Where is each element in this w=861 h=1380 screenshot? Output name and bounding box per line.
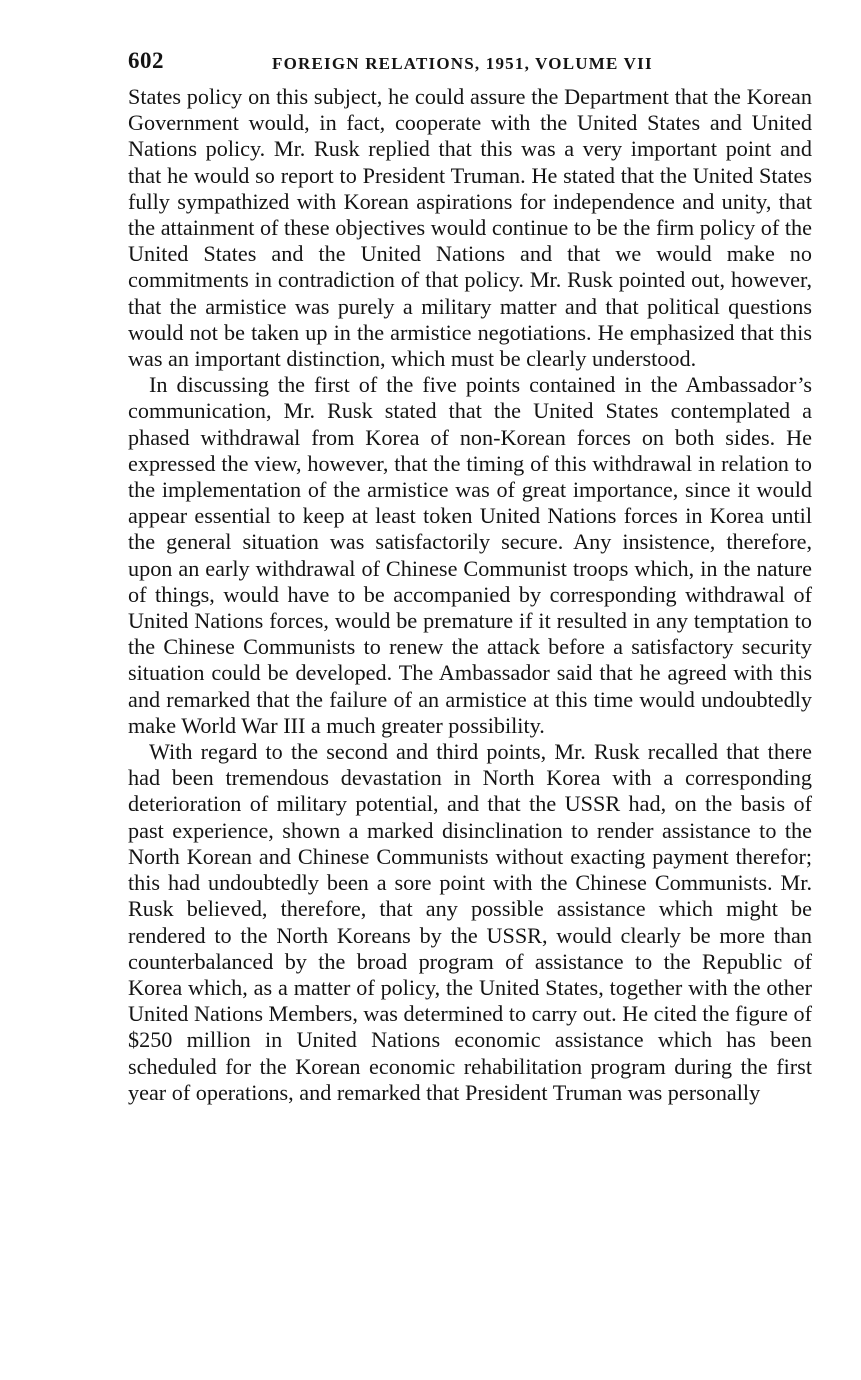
paragraph-first-point: In discussing the first of the five points contained in the Ambassador’s communication, Mr. Rusk stated that the United States contemplated a phased withdrawal from Korea of non-Korean forces on both sides. He expressed the view, however, that the timing of this withdrawal in relation to the implementation of the armistice was of great importance, since it would appear essential to keep at least token United Nations forces in Korea until the general situation was satisfactorily secure. Any insistence, therefore, upon an early withdrawal of Chinese Communist troops which, in the nature of things, would have to be accompanied by corresponding withdrawal of United Nations forces, would be premature if it resulted in any temptation to the Chinese Communists to renew the attack before a satisfactory security situation could be developed. The Ambassador said that he agreed with this and remarked that the failure of an armistice at this time would undoubtedly make World War III a much greater possibility. <box>128 372 812 738</box>
body-text <box>128 84 812 1106</box>
paragraph-continued: States policy on this subject, he could assure the Department that the Korean Government would, in fact, cooperate with the United States and United Nations policy. Mr. Rusk replied that this was a very important point and that he would so report to President Truman. He stated that the United States fully sympathized with Korean aspirations for independence and unity, that the attainment of these objectives would continue to be the firm policy of the United States and the United Nations and that we would make no commitments in contradiction of that policy. Mr. Rusk pointed out, however, that the armistice was purely a military matter and that political questions would not be taken up in the armistice negotiations. He emphasized that this was an important distinction, which must be clearly understood. <box>128 84 812 372</box>
document-page <box>128 40 812 1106</box>
running-title: FOREIGN RELATIONS, 1951, VOLUME VII <box>272 54 653 73</box>
paragraph-second-third-points: With regard to the second and third points, Mr. Rusk recalled that there had been tremendous devastation in North Korea with a corresponding deterioration of military potential, and that the USSR had, on the basis of past experience, shown a marked disinclination to render assistance to the North Korean and Chinese Communists without exacting payment therefor; this had undoubtedly been a sore point with the Chinese Communists. Mr. Rusk believed, therefore, that any possible assistance which might be rendered to the North Koreans by the USSR, would clearly be more than counterbalanced by the broad program of assistance to the Republic of Korea which, as a matter of policy, the United States, together with the other United Nations Members, was determined to carry out. He cited the figure of $250 million in United Nations economic assistance which has been scheduled for the Korean economic rehabilitation program during the first year of operations, and remarked that President Truman was personally <box>128 739 812 1105</box>
running-head <box>128 40 812 84</box>
page-number: 602 <box>128 48 164 73</box>
